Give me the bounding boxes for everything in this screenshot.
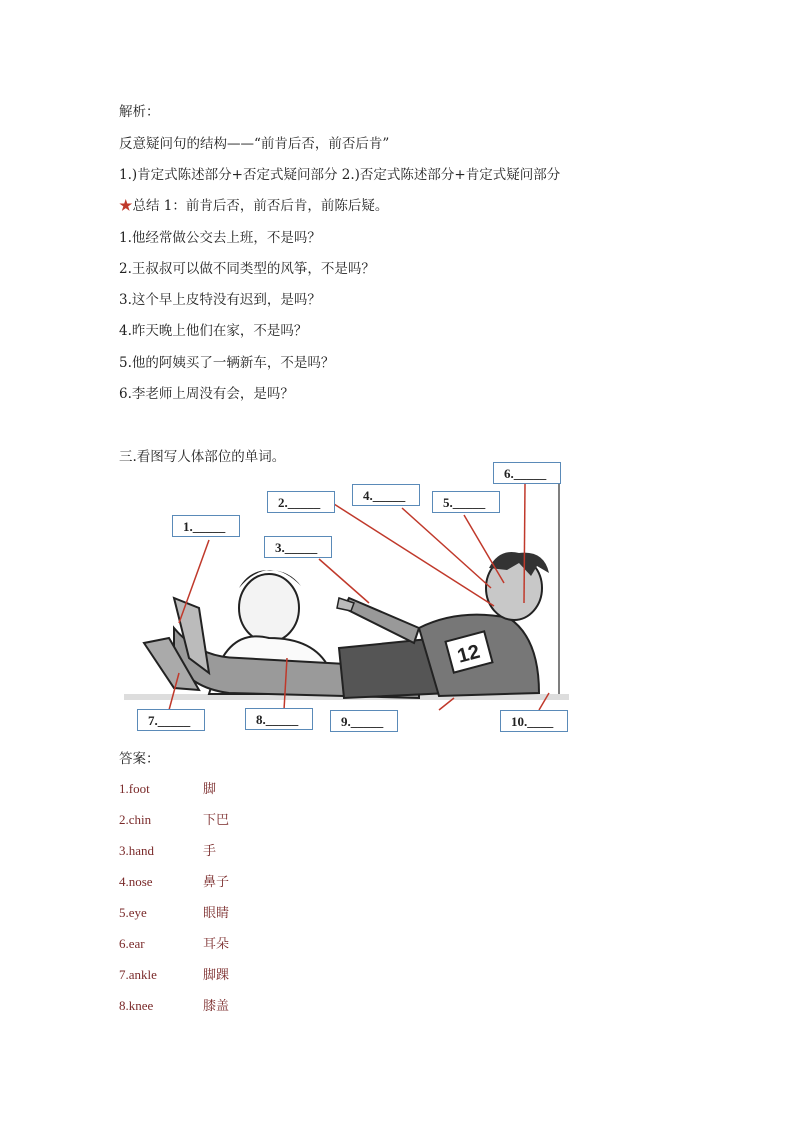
section-title: 三.看图写人体部位的单词。: [119, 449, 286, 465]
answer-row: [119, 966, 229, 985]
label-box-1: 1._____: [172, 515, 240, 537]
label-box-2: 2._____: [267, 491, 335, 513]
answer-zh: 手: [203, 844, 217, 859]
analysis-item: 4.昨天晚上他们在家，不是吗？: [119, 323, 308, 339]
label-box-6: 6._____: [493, 462, 561, 484]
figure-illustration: [119, 458, 579, 742]
analysis-item: 1.他经常做公交去上班，不是吗？: [119, 230, 321, 246]
answer-en: 2.chin: [119, 812, 152, 827]
label-box-9: 9._____: [330, 710, 398, 732]
answer-zh: 下巴: [203, 813, 230, 828]
analysis-item: 6.李老师上周没有会，是吗？: [119, 386, 294, 402]
analysis-item: 3.这个早上皮特没有迟到，是吗？: [119, 292, 321, 308]
answer-en: 3.hand: [119, 843, 155, 858]
star-icon: ★: [119, 198, 133, 214]
answer-zh: 鼻子: [203, 875, 230, 890]
answer-zh: 脚踝: [203, 968, 230, 983]
analysis-item: 2.王叔叔可以做不同类型的风筝，不是吗？: [119, 261, 375, 277]
answer-row: [119, 842, 216, 861]
answer-zh: 耳朵: [203, 937, 230, 952]
label-box-10: 10.____: [500, 710, 568, 732]
answer-row: [119, 811, 229, 830]
answer-en: 8.knee: [119, 998, 154, 1013]
answer-en: 6.ear: [119, 936, 145, 951]
bib-number: 12: [455, 640, 483, 668]
answer-row: [119, 997, 229, 1016]
label-box-5: 5._____: [432, 491, 500, 513]
answer-en: 7.ankle: [119, 967, 157, 982]
answer-en: 1.foot: [119, 781, 150, 796]
label-box-8: 8._____: [245, 708, 313, 730]
analysis-heading: 解析：: [119, 104, 160, 120]
label-box-4: 4._____: [352, 484, 420, 506]
structure-text: 反意疑问句的结构——“前肯后否，前否后肯”: [119, 136, 390, 152]
answer-en: 4.nose: [119, 874, 153, 889]
analysis-item: 5.他的阿姨买了一辆新车，不是吗？: [119, 355, 335, 371]
label-box-7: 7._____: [137, 709, 205, 731]
answer-en: 5.eye: [119, 905, 147, 920]
summary-line: [119, 197, 388, 215]
answer-row: [119, 780, 216, 799]
body-parts-figure: [119, 458, 579, 742]
answers-heading: 答案：: [119, 751, 160, 767]
answer-row: [119, 873, 229, 892]
answer-zh: 脚: [203, 782, 217, 797]
label-box-3: 3._____: [264, 536, 332, 558]
answer-zh: 膝盖: [203, 999, 230, 1014]
rule-text: 1.)肯定式陈述部分+否定式疑问部分 2.)否定式陈述部分+肯定式疑问部分: [119, 167, 561, 183]
answer-zh: 眼睛: [203, 906, 230, 921]
summary-text: 总结 1：前肯后否，前否后肯，前陈后疑。: [132, 198, 389, 214]
answer-row: [119, 904, 229, 923]
answer-row: [119, 935, 229, 954]
